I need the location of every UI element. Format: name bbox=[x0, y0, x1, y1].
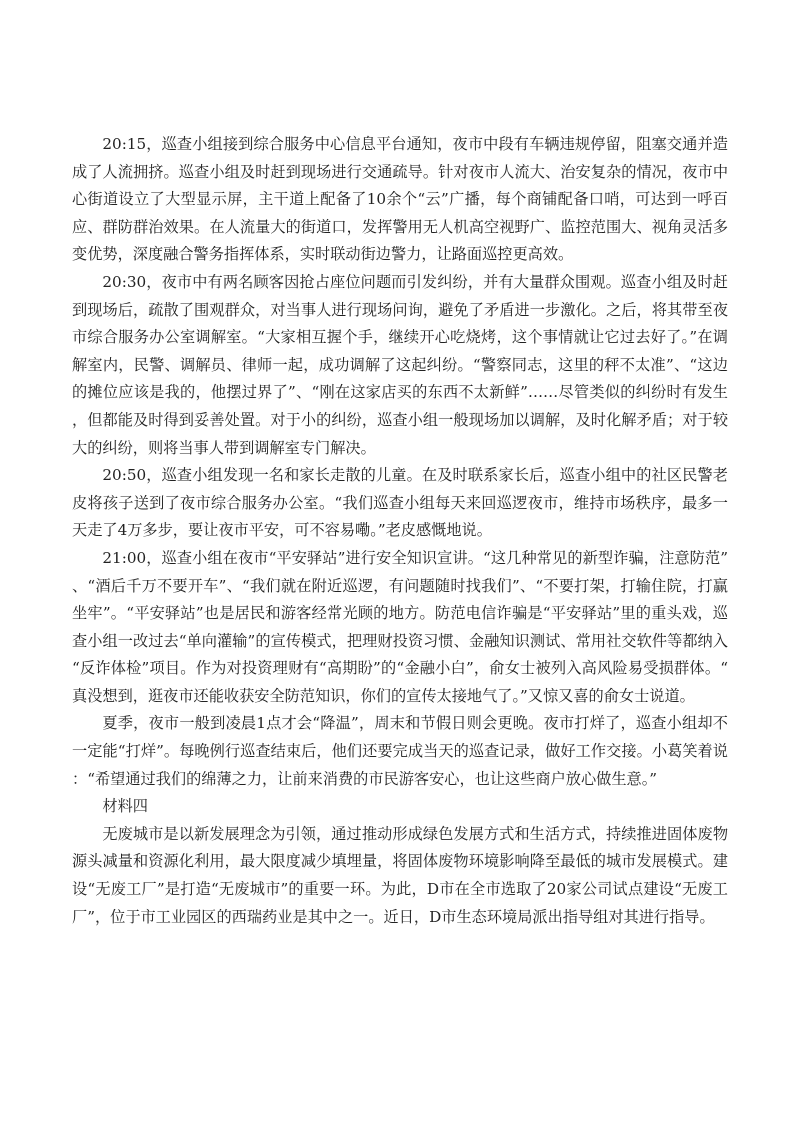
paragraph-summer-closing: 夏季，夜市一般到凌晨1点才会“降温”，周末和节假日则会更晚。夜市打烊了，巡查小组却不一定能“打烊”。每晚例行巡查结束后，他们还要完成当天的巡查记录，做好工作交接。小葛笑着说：“希望通过我们的绵薄之力，让前来消费的市民游客安心，也让这些商户放心做生意。” bbox=[72, 714, 728, 788]
paragraph-2015-traffic: 20:15，巡查小组接到综合服务中心信息平台通知，夜市中段有车辆违规停留，阻塞交通并造成了人流拥挤。巡查小组及时赶到现场进行交通疏导。针对夜市人流大、治安复杂的情况，夜市中心街道设立了大型显示屏，主干道上配备了10余个“云”广播，每个商铺配备口哨，可达到一呼百应、群防群治效果。在人流量大的街道口，发挥警用无人机高空视野广、监控范围大、视角灵活多变优势，深度融合警务指挥体系，实时联动街边警力，让路面巡控更高效。 bbox=[72, 135, 728, 264]
paragraph-zero-waste-city: 无废城市是以新发展理念为引领，通过推动形成绿色发展方式和生活方式，持续推进固体废物源头减量和资源化利用，最大限度减少填埋量，将固体废物环境影响降至最低的城市发展模式。建设“无废工厂”是打造“无废城市”的重要一环。为此，D市在全市选取了20家公司试点建设“无废工厂”，位于市工业园区的西瑞药业是其中之一。近日，D市生态环境局派出指导组对其进行指导。 bbox=[72, 824, 728, 926]
paragraph-2030-dispute: 20:30，夜市中有两名顾客因抢占座位问题而引发纠纷，并有大量群众围观。巡查小组及时赶到现场后，疏散了围观群众，对当事人进行现场问询，避免了矛盾进一步激化。之后，将其带至夜市综合服务办公室调解室。“大家相互握个手，继续开心吃烧烤，这个事情就让它过去好了。”在调解室内，民警、调解员、律师一起，成功调解了这起纠纷。“警察同志，这里的秤不太准”、“这边的摊位应该是我的，他摆过界了”、“刚在这家店买的东西不太新鲜”……尽管类似的纠纷时有发生，但都能及时得到妥善处置。对于小的纠纷，巡查小组一般现场加以调解，及时化解矛盾；对于较大的纠纷，则将当事人带到调解室专门解决。 bbox=[72, 272, 728, 457]
paragraph-2050-lost-child: 20:50，巡查小组发现一名和家长走散的儿童。在及时联系家长后，巡查小组中的社区民警老皮将孩子送到了夜市综合服务办公室。“我们巡查小组每天来回巡逻夜市，维持市场秩序，最多一天走了4万多步，要让夜市平安，可不容易嘞。”老皮感慨地说。 bbox=[72, 466, 728, 540]
paragraph-2100-safety-station: 21:00，巡查小组在夜市“平安驿站”进行安全知识宣讲。“这几种常见的新型诈骗，注意防范”、“酒后千万不要开车”、“我们就在附近巡逻，有问题随时找我们”、“不要打架，打输住院，打赢坐牢”。“平安驿站”也是居民和游客经常光顾的地方。防范电信诈骗是“平安驿站”里的重头戏，巡查小组一改过去“单向灌输”的宣传模式，把理财投资习惯、金融知识测试、常用社交软件等都纳入“反诈体检”项目。作为对投资理财有“高期盼”的“金融小白”，俞女士被列入高风险易受损群体。“真没想到，逛夜市还能收获安全防范知识，你们的宣传太接地气了。”又惊又喜的俞女士说道。 bbox=[72, 548, 728, 705]
section-heading-material-four: 材料四 bbox=[102, 797, 148, 816]
document-page bbox=[72, 131, 728, 931]
